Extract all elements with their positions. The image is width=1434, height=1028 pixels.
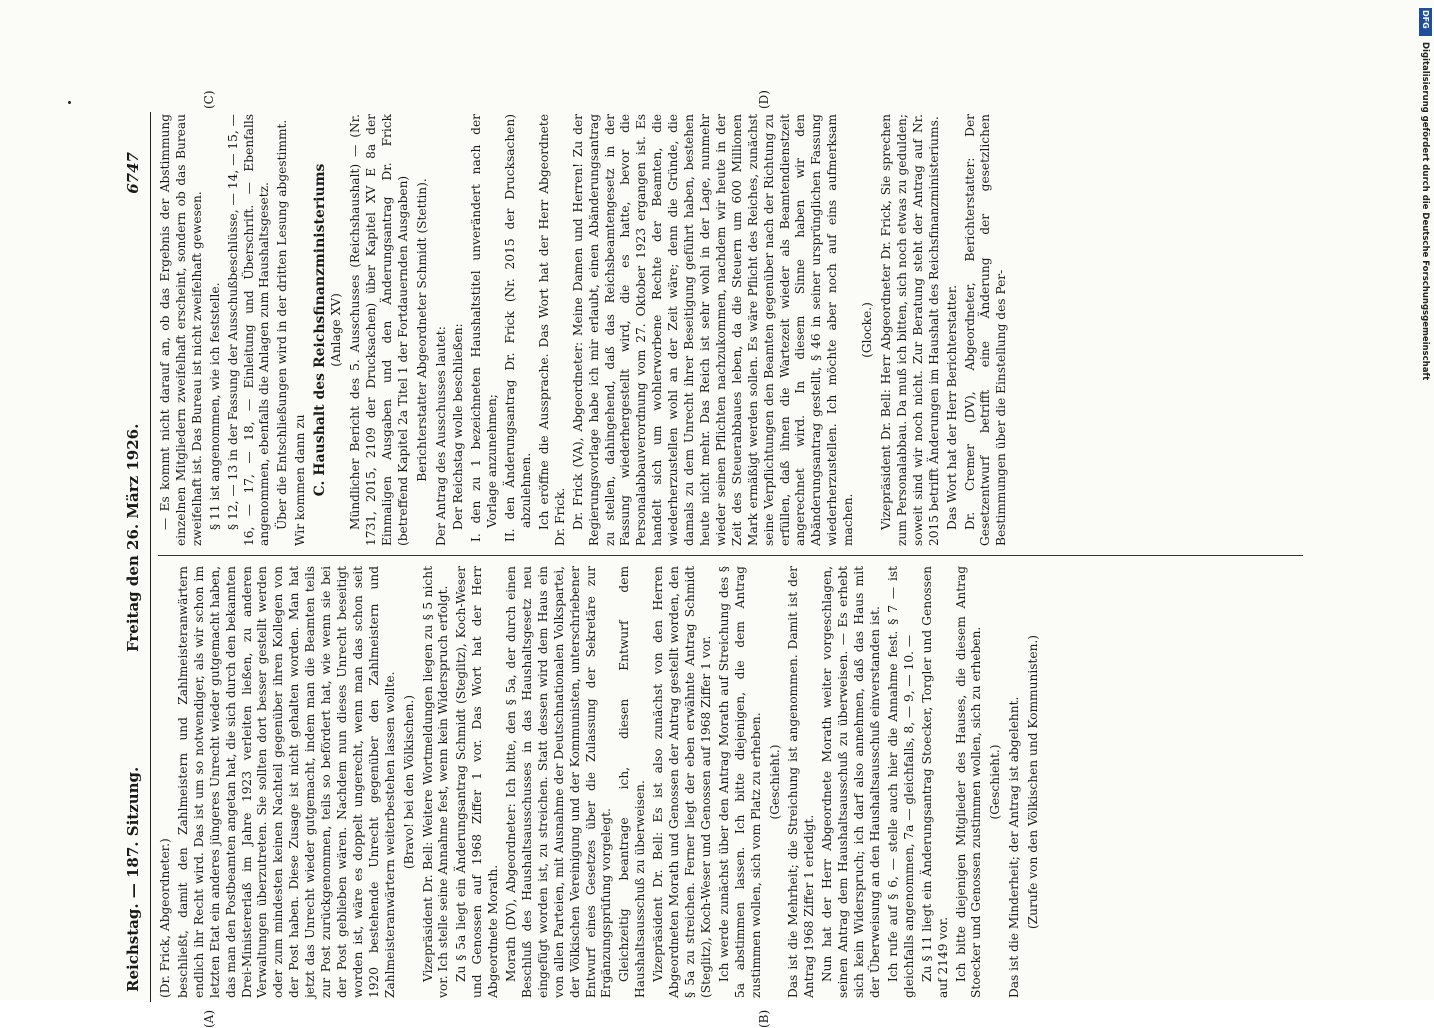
column-separator <box>158 555 1303 556</box>
paragraph: Ich rufe auf § 6, — stelle auch hier die Annahme fest. § 7 — ist gleichfalls angenommen, 7a — gleichfalls, 8, — 9, — 10. — <box>885 566 916 998</box>
dfg-logo: DFG <box>1419 8 1432 36</box>
paragraph: Mündlicher Bericht des 5. Ausschusses (Reichshaushalt) — (Nr. 1731, 2015, 2109 der Drucksachen) über Kapitel XV E 8a der Einmaligen Ausgaben und den Änderungsantrag Dr. Frick (betreffend Kapitel 2a Titel 1 der Fortdauernden Ausgaben) <box>347 114 410 546</box>
interjection: (Geschieht.) <box>767 744 782 820</box>
paragraph: Morath (DV), Abgeordneter: Ich bitte, den § 5a, der durch einen Beschluß des Haushaltsausschusses in das Haushaltsgesetz neu eingefügt worden ist, zu streichen. Statt dessen wird dem Haus ein von allen Parteien, mit Ausnahme der Deutschnationalen Volkspartei, der Völkischen Vereinigung und der Kommunisten, unterschriebener Entwurf eines Gesetzes über die Zulassung der Sekretäre zur Ergänzungsprüfung vorgelegt. <box>504 566 614 998</box>
paragraph: Vizepräsident Dr. Bell: Herr Abgeordneter Dr. Frick, Sie sprechen zum Personalabbau. Da muß ich bitten, sich noch etwas zu gedulden; soweit sind wir noch nicht. Zur Beratung steht der Antrag auf Nr. 2015 betrifft Änderungen im Haushalt des Reichsfinanzministeriums. <box>878 114 941 546</box>
paragraph: § 12, — 13 in der Fassung der Ausschußbeschlüsse, — 14, — 15, — 16, — 17, — 18, — Einleitung und Überschrift. — Ebenfalls angenommen, ebenfalls die Anlagen zum Haushaltsgesetz. <box>225 114 272 546</box>
left-column <box>158 566 1045 998</box>
header-date: Freitag den 26. März 1926. <box>124 423 142 652</box>
paragraph: Über die Entschließungen wird in der dritten Lesung abgestimmt. <box>275 119 290 530</box>
margin-letter-a: (A) <box>202 1009 216 1028</box>
paragraph: Dr. Cremer (DV), Abgeordneter, Berichterstatter: Der Gesetzentwurf betrifft eine Änderung der gesetzlichen Bestimmungen über die Einstellung des Per- <box>962 114 1009 546</box>
paragraph: Das Wort hat der Herr Berichterstatter. <box>944 284 959 530</box>
section-subheading: (Anlage XV) <box>329 293 344 367</box>
paragraph: Zu § 5a liegt ein Änderungsantrag Schmidt (Steglitz), Koch-Weser und Genossen auf 1968 Ziffer 1 vor. Das Wort hat der Herr Abgeordnete Morath. <box>454 566 501 998</box>
page-header <box>122 112 148 1002</box>
interjection: (Bravo! bei den Völkischen.) <box>401 694 416 870</box>
paragraph: Nun hat der Herr Abgeordnete Morath weiter vorgeschlagen, seinen Antrag dem Haushaltsausschuß zu überweisen. — Es erhebt sich kein Widerspruch; ich darf also annehmen, daß das Haus mit der Überweisung an den Haushaltsausschuß einverstanden ist. <box>820 566 882 998</box>
credit-text: Digitalisierung gefördert durch die Deutsche Forschungsgemeinschaft <box>1420 42 1430 381</box>
margin-letter-d: (D) <box>757 90 771 109</box>
interjection: (Zurufe von den Völkischen und Kommunisten.) <box>1026 634 1041 930</box>
margin-letter-b: (B) <box>757 1009 771 1028</box>
rapporteur-line: Berichterstatter Abgeordneter Schmidt (Stettin). <box>414 178 429 482</box>
paragraph: Vizepräsident Dr. Bell: Es ist also zunächst von den Herren Abgeordneten Morath und Genossen der Antrag gestellt worden, den § 5a zu streichen. Ferner liegt der eben erwähnte Antrag Schmidt (Steglitz), Koch-Weser und Genossen auf 1968 Ziffer 1 vor. <box>651 566 713 998</box>
header-session: Reichstag. — 187. Sitzung. <box>124 766 142 992</box>
paragraph: Ich werde zunächst über den Antrag Morath auf Streichung des § 5a abstimmen lassen. Ich bitte diejenigen, die dem Antrag zustimmen wollen, sich vom Platz zu erheben. <box>716 566 763 998</box>
paragraph: Dr. Frick (VA), Abgeordneter: Meine Damen und Herren! Zu der Regierungsvorlage habe ich mir erlaubt, einen Abänderungsantrag zu stellen, dahingehend, daß das Reichsbeamtengesetz in der Fassung wiederhergestellt wird, die es hatte, bevor die Personalabbauverordnung vom 27. Oktober 1923 ergangen ist. Es handelt sich um wohlerworbene Rechte der Beamten, die wiederherzustellen wohl an der Zeit wäre; denn die Gründe, die damals zu dem Unrecht ihrer Beseitigung geführt haben, bestehen heute nicht mehr. Das Reich ist sehr wohl in der Lage, nunmehr wieder seinen Pflichten nachzukommen, nachdem wir heute in der Zeit des Steuerabbaues leben, da die Steuern um 600 Millionen Mark ermäßigt werden sollen. Es wäre Pflicht des Reiches, zunächst seine Verpflichtungen den Beamten gegenüber nach der Richtung zu erfüllen, daß ihnen die Wartezeit wieder als Beamtendienstzeit angerechnet wird. In diesem Sinne haben wir den Abänderungsantrag gestellt, § 46 in seiner ursprünglichen Fassung wiederherzustellen. Ich möchte aber noch auf eins aufmerksam machen. <box>570 114 856 546</box>
section-heading: C. Haushalt des Reichsfinanzministeriums <box>312 163 329 497</box>
paragraph: Wir kommen dann zu <box>293 414 308 546</box>
paragraph: Zu § 11 liegt ein Änderungsantrag Stoecker, Torgler und Genossen auf 2149 vor. <box>919 566 950 998</box>
paragraph: Der Antrag des Ausschusses lautet: <box>433 326 448 546</box>
motion-item: I. den zu 1 bezeichneten Haushaltstitel unverändert nach der Vorlage anzunehmen; <box>469 114 500 542</box>
paragraph: § 11 ist angenommen, wie ich feststelle. <box>207 282 222 530</box>
paragraph: Der Reichstag wolle beschließen: <box>451 323 466 530</box>
interjection: (Geschieht.) <box>988 744 1003 820</box>
paragraph: beschließt, damit den Zahlmeistern und Zahlmeisteranwärtern endlich ihr Recht wird. Das ist um so notwendiger, als wir schon im letzten Etat ein anderes jüngeres Unrecht wieder gutgemacht haben, das man den Postbeamten angetan hat, die sich durch den bekannten Drei-Ministererlaß im Jahre 1923 verleiten ließen, zu anderen Verwaltungen überzutreten. Sie sollten dort besser gestellt werden oder zum mindesten keinen Nachteil gegenüber ihren Kollegen von der Post haben. Diese Zusage ist nicht gehalten worden. Man hat jetzt das Unrecht wieder gutgemacht, indem man die Beamten teils zur Post zurückgenommen, teils so befördert hat, wie wenn sie bei der Post geblieben wären. Nachdem nun dieses Unrecht beseitigt worden ist, wäre es doppelt ungerecht, wenn man das schon seit 1920 bestehende Unrecht gegenüber den Zahlmeistern und Zahlmeisteranwärtern weiterbestehen lassen wollte. <box>175 566 397 998</box>
paragraph: Gleichzeitig beantrage ich, diesen Entwurf dem Haushaltsausschuß zu überweisen. <box>617 566 648 998</box>
paragraph: — Es kommt nicht darauf an, ob das Ergebnis der Abstimmung einzelnen Mitgliedern zweifelhaft erscheint, sondern ob das Bureau zweifelhaft ist. Das Bureau ist nicht zweifelhaft gewesen. <box>158 114 204 546</box>
interjection: (Glocke.) <box>860 302 875 358</box>
paragraph: Ich bitte diejenigen Mitglieder des Hauses, die diesem Antrag Stoecker und Genossen zustimmen wollen, sich zu erheben. <box>953 566 984 998</box>
paragraph: Das ist die Minderheit; der Antrag ist abgelehnt. <box>1007 696 1022 998</box>
page-number: 6747 <box>124 152 142 194</box>
paragraph: Das ist die Mehrheit; die Streichung ist angenommen. Damit ist der Antrag 1968 Ziffer 1 erledigt. <box>786 566 817 998</box>
paragraph: Ich eröffne die Aussprache. Das Wort hat der Herr Abgeordnete Dr. Frick. <box>536 114 567 546</box>
ink-speck <box>68 101 71 104</box>
header-rule <box>150 112 151 1002</box>
digitization-credit <box>1418 42 1432 602</box>
motion-item: II. den Änderungsantrag Dr. Frick (Nr. 2015 der Drucksachen) abzulehnen. <box>503 114 534 542</box>
paragraph: Vizepräsident Dr. Bell: Weitere Wortmeldungen liegen zu § 5 nicht vor. Ich stelle seine Annahme fest, wenn kein Widerspruch erfolgt. <box>420 566 451 998</box>
speaker-continuation: (Dr. Frick, Abgeordneter.) <box>158 838 172 998</box>
right-column <box>158 114 1012 546</box>
margin-letter-c: (C) <box>202 90 216 109</box>
document-page <box>112 90 1322 1028</box>
